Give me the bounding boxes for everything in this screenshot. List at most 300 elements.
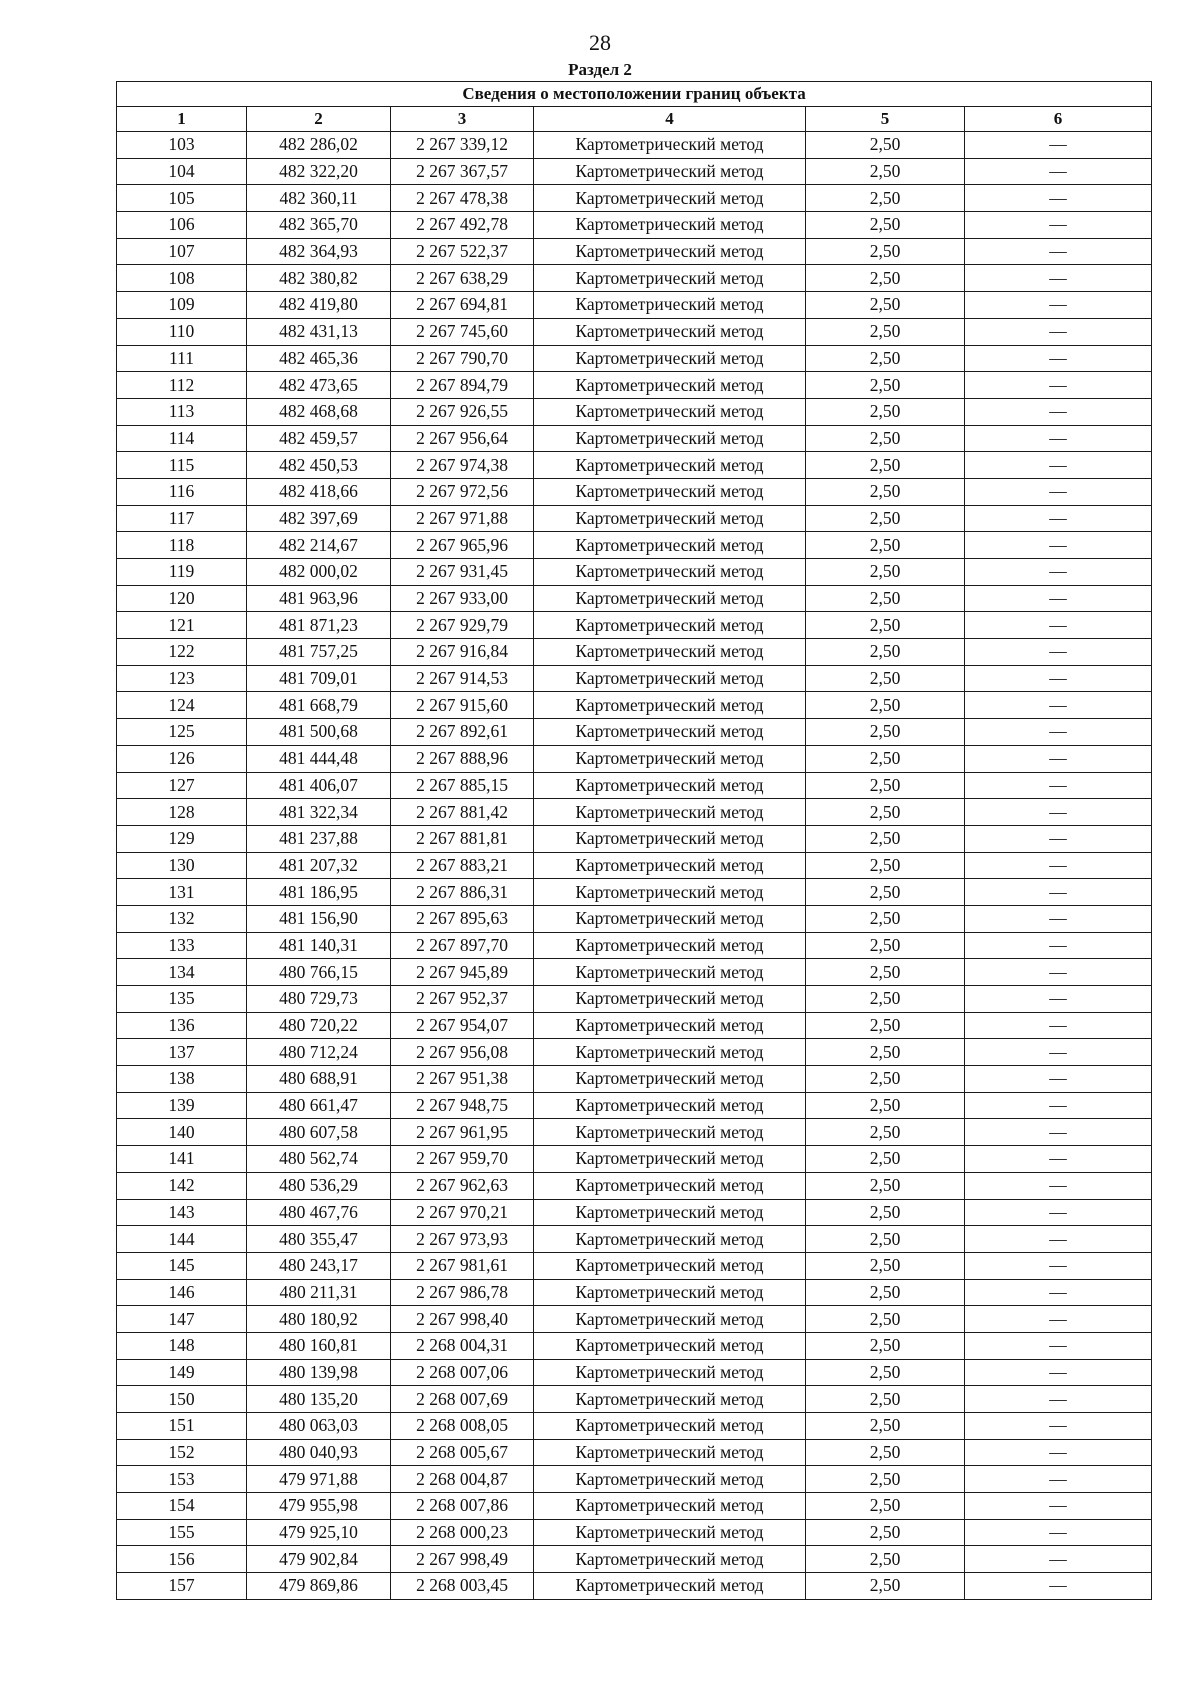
table-row [117,1386,1152,1413]
method-cell: Картометрический метод [534,1172,806,1199]
description-cell: — [965,185,1152,212]
description-cell: — [965,452,1152,479]
column-number: 5 [806,107,965,132]
accuracy-cell: 2,50 [806,852,965,879]
point-number-cell: 119 [117,559,247,586]
accuracy-cell: 2,50 [806,158,965,185]
method-cell: Картометрический метод [534,1573,806,1600]
method-cell: Картометрический метод [534,719,806,746]
point-number-cell: 152 [117,1439,247,1466]
accuracy-cell: 2,50 [806,1172,965,1199]
y-coordinate-cell: 2 268 004,31 [391,1332,534,1359]
y-coordinate-cell: 2 267 915,60 [391,692,534,719]
y-coordinate-cell: 2 267 998,49 [391,1546,534,1573]
point-number-cell: 118 [117,532,247,559]
description-cell: — [965,799,1152,826]
method-cell: Картометрический метод [534,372,806,399]
accuracy-cell: 2,50 [806,1386,965,1413]
method-cell: Картометрический метод [534,238,806,265]
accuracy-cell: 2,50 [806,799,965,826]
method-cell: Картометрический метод [534,132,806,159]
table-row [117,345,1152,372]
y-coordinate-cell: 2 267 745,60 [391,318,534,345]
accuracy-cell: 2,50 [806,398,965,425]
y-coordinate-cell: 2 267 339,12 [391,132,534,159]
point-number-cell: 149 [117,1359,247,1386]
accuracy-cell: 2,50 [806,292,965,319]
description-cell: — [965,852,1152,879]
y-coordinate-cell: 2 267 951,38 [391,1066,534,1093]
column-number: 1 [117,107,247,132]
method-cell: Картометрический метод [534,852,806,879]
x-coordinate-cell: 481 963,96 [247,585,391,612]
method-cell: Картометрический метод [534,1439,806,1466]
method-cell: Картометрический метод [534,1386,806,1413]
description-cell: — [965,585,1152,612]
description-cell: — [965,158,1152,185]
method-cell: Картометрический метод [534,745,806,772]
method-cell: Картометрический метод [534,452,806,479]
accuracy-cell: 2,50 [806,959,965,986]
method-cell: Картометрический метод [534,585,806,612]
method-cell: Картометрический метод [534,879,806,906]
table-row [117,212,1152,239]
table-row [117,1199,1152,1226]
method-cell: Картометрический метод [534,1066,806,1093]
point-number-cell: 128 [117,799,247,826]
x-coordinate-cell: 480 766,15 [247,959,391,986]
table-row [117,1119,1152,1146]
accuracy-cell: 2,50 [806,265,965,292]
description-cell: — [965,986,1152,1013]
point-number-cell: 122 [117,639,247,666]
point-number-cell: 155 [117,1519,247,1546]
point-number-cell: 132 [117,905,247,932]
table-row [117,532,1152,559]
description-cell: — [965,1466,1152,1493]
table-row [117,799,1152,826]
table-row [117,932,1152,959]
y-coordinate-cell: 2 267 926,55 [391,398,534,425]
x-coordinate-cell: 480 661,47 [247,1092,391,1119]
table-row [117,1039,1152,1066]
description-cell: — [965,1386,1152,1413]
accuracy-cell: 2,50 [806,1573,965,1600]
point-number-cell: 138 [117,1066,247,1093]
table-row [117,132,1152,159]
point-number-cell: 106 [117,212,247,239]
accuracy-cell: 2,50 [806,212,965,239]
table-caption: Сведения о местоположении границ объекта [117,82,1152,107]
x-coordinate-cell: 481 322,34 [247,799,391,826]
x-coordinate-cell: 480 467,76 [247,1199,391,1226]
y-coordinate-cell: 2 267 986,78 [391,1279,534,1306]
point-number-cell: 140 [117,1119,247,1146]
point-number-cell: 116 [117,478,247,505]
description-cell: — [965,478,1152,505]
y-coordinate-cell: 2 267 959,70 [391,1146,534,1173]
method-cell: Картометрический метод [534,265,806,292]
x-coordinate-cell: 481 207,32 [247,852,391,879]
accuracy-cell: 2,50 [806,665,965,692]
method-cell: Картометрический метод [534,1546,806,1573]
point-number-cell: 112 [117,372,247,399]
accuracy-cell: 2,50 [806,612,965,639]
y-coordinate-cell: 2 267 892,61 [391,719,534,746]
description-cell: — [965,692,1152,719]
x-coordinate-cell: 482 365,70 [247,212,391,239]
point-number-cell: 137 [117,1039,247,1066]
method-cell: Картометрический метод [534,639,806,666]
table-row [117,1359,1152,1386]
y-coordinate-cell: 2 267 492,78 [391,212,534,239]
accuracy-cell: 2,50 [806,1519,965,1546]
y-coordinate-cell: 2 267 895,63 [391,905,534,932]
method-cell: Картометрический метод [534,505,806,532]
description-cell: — [965,745,1152,772]
point-number-cell: 146 [117,1279,247,1306]
x-coordinate-cell: 481 140,31 [247,932,391,959]
accuracy-cell: 2,50 [806,1119,965,1146]
table-row [117,1226,1152,1253]
x-coordinate-cell: 481 757,25 [247,639,391,666]
table-row [117,665,1152,692]
x-coordinate-cell: 480 243,17 [247,1252,391,1279]
table-row [117,745,1152,772]
method-cell: Картометрический метод [534,986,806,1013]
method-cell: Картометрический метод [534,1199,806,1226]
column-number: 3 [391,107,534,132]
description-cell: — [965,372,1152,399]
y-coordinate-cell: 2 268 007,69 [391,1386,534,1413]
x-coordinate-cell: 480 688,91 [247,1066,391,1093]
y-coordinate-cell: 2 267 522,37 [391,238,534,265]
y-coordinate-cell: 2 267 948,75 [391,1092,534,1119]
table-row [117,905,1152,932]
table-row [117,1306,1152,1333]
table-row [117,1012,1152,1039]
accuracy-cell: 2,50 [806,185,965,212]
accuracy-cell: 2,50 [806,905,965,932]
table-row [117,879,1152,906]
x-coordinate-cell: 482 286,02 [247,132,391,159]
table-row [117,452,1152,479]
x-coordinate-cell: 482 214,67 [247,532,391,559]
method-cell: Картометрический метод [534,1466,806,1493]
page-number: 28 [589,30,611,55]
x-coordinate-cell: 482 465,36 [247,345,391,372]
description-cell: — [965,719,1152,746]
y-coordinate-cell: 2 267 883,21 [391,852,534,879]
description-cell: — [965,425,1152,452]
point-number-cell: 147 [117,1306,247,1333]
accuracy-cell: 2,50 [806,825,965,852]
accuracy-cell: 2,50 [806,639,965,666]
description-cell: — [965,559,1152,586]
x-coordinate-cell: 479 869,86 [247,1573,391,1600]
y-coordinate-cell: 2 267 885,15 [391,772,534,799]
accuracy-cell: 2,50 [806,1092,965,1119]
method-cell: Картометрический метод [534,1146,806,1173]
point-number-cell: 131 [117,879,247,906]
section-title: Раздел 2 [568,60,632,79]
y-coordinate-cell: 2 267 790,70 [391,345,534,372]
x-coordinate-cell: 482 459,57 [247,425,391,452]
table-row [117,478,1152,505]
point-number-cell: 143 [117,1199,247,1226]
description-cell: — [965,1413,1152,1440]
accuracy-cell: 2,50 [806,879,965,906]
method-cell: Картометрический метод [534,1252,806,1279]
table-row [117,1066,1152,1093]
description-cell: — [965,1012,1152,1039]
x-coordinate-cell: 482 419,80 [247,292,391,319]
table-row [117,959,1152,986]
accuracy-cell: 2,50 [806,1226,965,1253]
x-coordinate-cell: 479 925,10 [247,1519,391,1546]
table-row [117,852,1152,879]
accuracy-cell: 2,50 [806,745,965,772]
y-coordinate-cell: 2 268 008,05 [391,1413,534,1440]
accuracy-cell: 2,50 [806,1039,965,1066]
point-number-cell: 115 [117,452,247,479]
table-row [117,1546,1152,1573]
table-row [117,505,1152,532]
accuracy-cell: 2,50 [806,345,965,372]
x-coordinate-cell: 481 186,95 [247,879,391,906]
method-cell: Картометрический метод [534,345,806,372]
table-row [117,158,1152,185]
column-number: 4 [534,107,806,132]
point-number-cell: 123 [117,665,247,692]
method-cell: Картометрический метод [534,905,806,932]
x-coordinate-cell: 480 729,73 [247,986,391,1013]
description-cell: — [965,1066,1152,1093]
table-row [117,1279,1152,1306]
x-coordinate-cell: 480 063,03 [247,1413,391,1440]
accuracy-cell: 2,50 [806,372,965,399]
accuracy-cell: 2,50 [806,986,965,1013]
x-coordinate-cell: 480 355,47 [247,1226,391,1253]
method-cell: Картометрический метод [534,478,806,505]
point-number-cell: 141 [117,1146,247,1173]
accuracy-cell: 2,50 [806,238,965,265]
description-cell: — [965,212,1152,239]
accuracy-cell: 2,50 [806,425,965,452]
method-cell: Картометрический метод [534,532,806,559]
table-row [117,1332,1152,1359]
point-number-cell: 105 [117,185,247,212]
point-number-cell: 156 [117,1546,247,1573]
point-number-cell: 117 [117,505,247,532]
column-number-row [117,107,1152,132]
table-row [117,639,1152,666]
accuracy-cell: 2,50 [806,1252,965,1279]
description-cell: — [965,1546,1152,1573]
x-coordinate-cell: 479 955,98 [247,1493,391,1520]
y-coordinate-cell: 2 267 972,56 [391,478,534,505]
table-row [117,1146,1152,1173]
accuracy-cell: 2,50 [806,452,965,479]
description-cell: — [965,398,1152,425]
accuracy-cell: 2,50 [806,1546,965,1573]
accuracy-cell: 2,50 [806,1413,965,1440]
method-cell: Картометрический метод [534,185,806,212]
point-number-cell: 142 [117,1172,247,1199]
table-row [117,292,1152,319]
point-number-cell: 135 [117,986,247,1013]
x-coordinate-cell: 480 139,98 [247,1359,391,1386]
description-cell: — [965,318,1152,345]
description-cell: — [965,1573,1152,1600]
table-row [117,1172,1152,1199]
y-coordinate-cell: 2 267 881,42 [391,799,534,826]
method-cell: Картометрический метод [534,398,806,425]
x-coordinate-cell: 481 668,79 [247,692,391,719]
method-cell: Картометрический метод [534,1359,806,1386]
point-number-cell: 133 [117,932,247,959]
point-number-cell: 134 [117,959,247,986]
accuracy-cell: 2,50 [806,692,965,719]
table-body [117,132,1152,1600]
method-cell: Картометрический метод [534,425,806,452]
point-number-cell: 127 [117,772,247,799]
table-row [117,185,1152,212]
description-cell: — [965,1279,1152,1306]
y-coordinate-cell: 2 267 916,84 [391,639,534,666]
accuracy-cell: 2,50 [806,932,965,959]
method-cell: Картометрический метод [534,1493,806,1520]
column-number: 2 [247,107,391,132]
x-coordinate-cell: 482 431,13 [247,318,391,345]
method-cell: Картометрический метод [534,1519,806,1546]
y-coordinate-cell: 2 268 005,67 [391,1439,534,1466]
method-cell: Картометрический метод [534,1226,806,1253]
description-cell: — [965,238,1152,265]
x-coordinate-cell: 480 135,20 [247,1386,391,1413]
description-cell: — [965,1439,1152,1466]
y-coordinate-cell: 2 267 956,64 [391,425,534,452]
y-coordinate-cell: 2 267 367,57 [391,158,534,185]
method-cell: Картометрический метод [534,612,806,639]
x-coordinate-cell: 480 160,81 [247,1332,391,1359]
description-cell: — [965,1146,1152,1173]
accuracy-cell: 2,50 [806,1359,965,1386]
method-cell: Картометрический метод [534,318,806,345]
description-cell: — [965,1226,1152,1253]
point-number-cell: 120 [117,585,247,612]
method-cell: Картометрический метод [534,212,806,239]
y-coordinate-cell: 2 267 962,63 [391,1172,534,1199]
point-number-cell: 110 [117,318,247,345]
y-coordinate-cell: 2 267 914,53 [391,665,534,692]
description-cell: — [965,772,1152,799]
table-row [117,1092,1152,1119]
description-cell: — [965,1332,1152,1359]
x-coordinate-cell: 480 562,74 [247,1146,391,1173]
point-number-cell: 151 [117,1413,247,1440]
accuracy-cell: 2,50 [806,505,965,532]
point-number-cell: 154 [117,1493,247,1520]
table-row [117,1493,1152,1520]
description-cell: — [965,905,1152,932]
description-cell: — [965,639,1152,666]
accuracy-cell: 2,50 [806,585,965,612]
point-number-cell: 113 [117,398,247,425]
y-coordinate-cell: 2 267 478,38 [391,185,534,212]
accuracy-cell: 2,50 [806,1012,965,1039]
point-number-cell: 157 [117,1573,247,1600]
x-coordinate-cell: 482 473,65 [247,372,391,399]
description-cell: — [965,959,1152,986]
point-number-cell: 111 [117,345,247,372]
accuracy-cell: 2,50 [806,1306,965,1333]
accuracy-cell: 2,50 [806,318,965,345]
point-number-cell: 124 [117,692,247,719]
y-coordinate-cell: 2 267 638,29 [391,265,534,292]
x-coordinate-cell: 481 406,07 [247,772,391,799]
point-number-cell: 121 [117,612,247,639]
point-number-cell: 103 [117,132,247,159]
table-row [117,986,1152,1013]
accuracy-cell: 2,50 [806,1493,965,1520]
accuracy-cell: 2,50 [806,719,965,746]
x-coordinate-cell: 482 450,53 [247,452,391,479]
y-coordinate-cell: 2 267 961,95 [391,1119,534,1146]
table-row [117,772,1152,799]
y-coordinate-cell: 2 267 974,38 [391,452,534,479]
point-number-cell: 145 [117,1252,247,1279]
x-coordinate-cell: 481 237,88 [247,825,391,852]
accuracy-cell: 2,50 [806,1279,965,1306]
description-cell: — [965,1306,1152,1333]
point-number-cell: 136 [117,1012,247,1039]
table-row [117,318,1152,345]
method-cell: Картометрический метод [534,772,806,799]
accuracy-cell: 2,50 [806,772,965,799]
column-number: 6 [965,107,1152,132]
point-number-cell: 125 [117,719,247,746]
description-cell: — [965,1493,1152,1520]
y-coordinate-cell: 2 267 945,89 [391,959,534,986]
point-number-cell: 130 [117,852,247,879]
method-cell: Картометрический метод [534,825,806,852]
description-cell: — [965,1172,1152,1199]
x-coordinate-cell: 480 607,58 [247,1119,391,1146]
description-cell: — [965,505,1152,532]
accuracy-cell: 2,50 [806,1466,965,1493]
table-row [117,585,1152,612]
y-coordinate-cell: 2 267 965,96 [391,532,534,559]
table-row [117,719,1152,746]
table-row [117,825,1152,852]
accuracy-cell: 2,50 [806,132,965,159]
description-cell: — [965,532,1152,559]
description-cell: — [965,1359,1152,1386]
x-coordinate-cell: 482 397,69 [247,505,391,532]
x-coordinate-cell: 480 720,22 [247,1012,391,1039]
method-cell: Картометрический метод [534,799,806,826]
y-coordinate-cell: 2 267 981,61 [391,1252,534,1279]
table-row [117,425,1152,452]
y-coordinate-cell: 2 268 007,86 [391,1493,534,1520]
accuracy-cell: 2,50 [806,478,965,505]
table-row [117,265,1152,292]
x-coordinate-cell: 482 418,66 [247,478,391,505]
table-row [117,559,1152,586]
x-coordinate-cell: 482 000,02 [247,559,391,586]
description-cell: — [965,1519,1152,1546]
